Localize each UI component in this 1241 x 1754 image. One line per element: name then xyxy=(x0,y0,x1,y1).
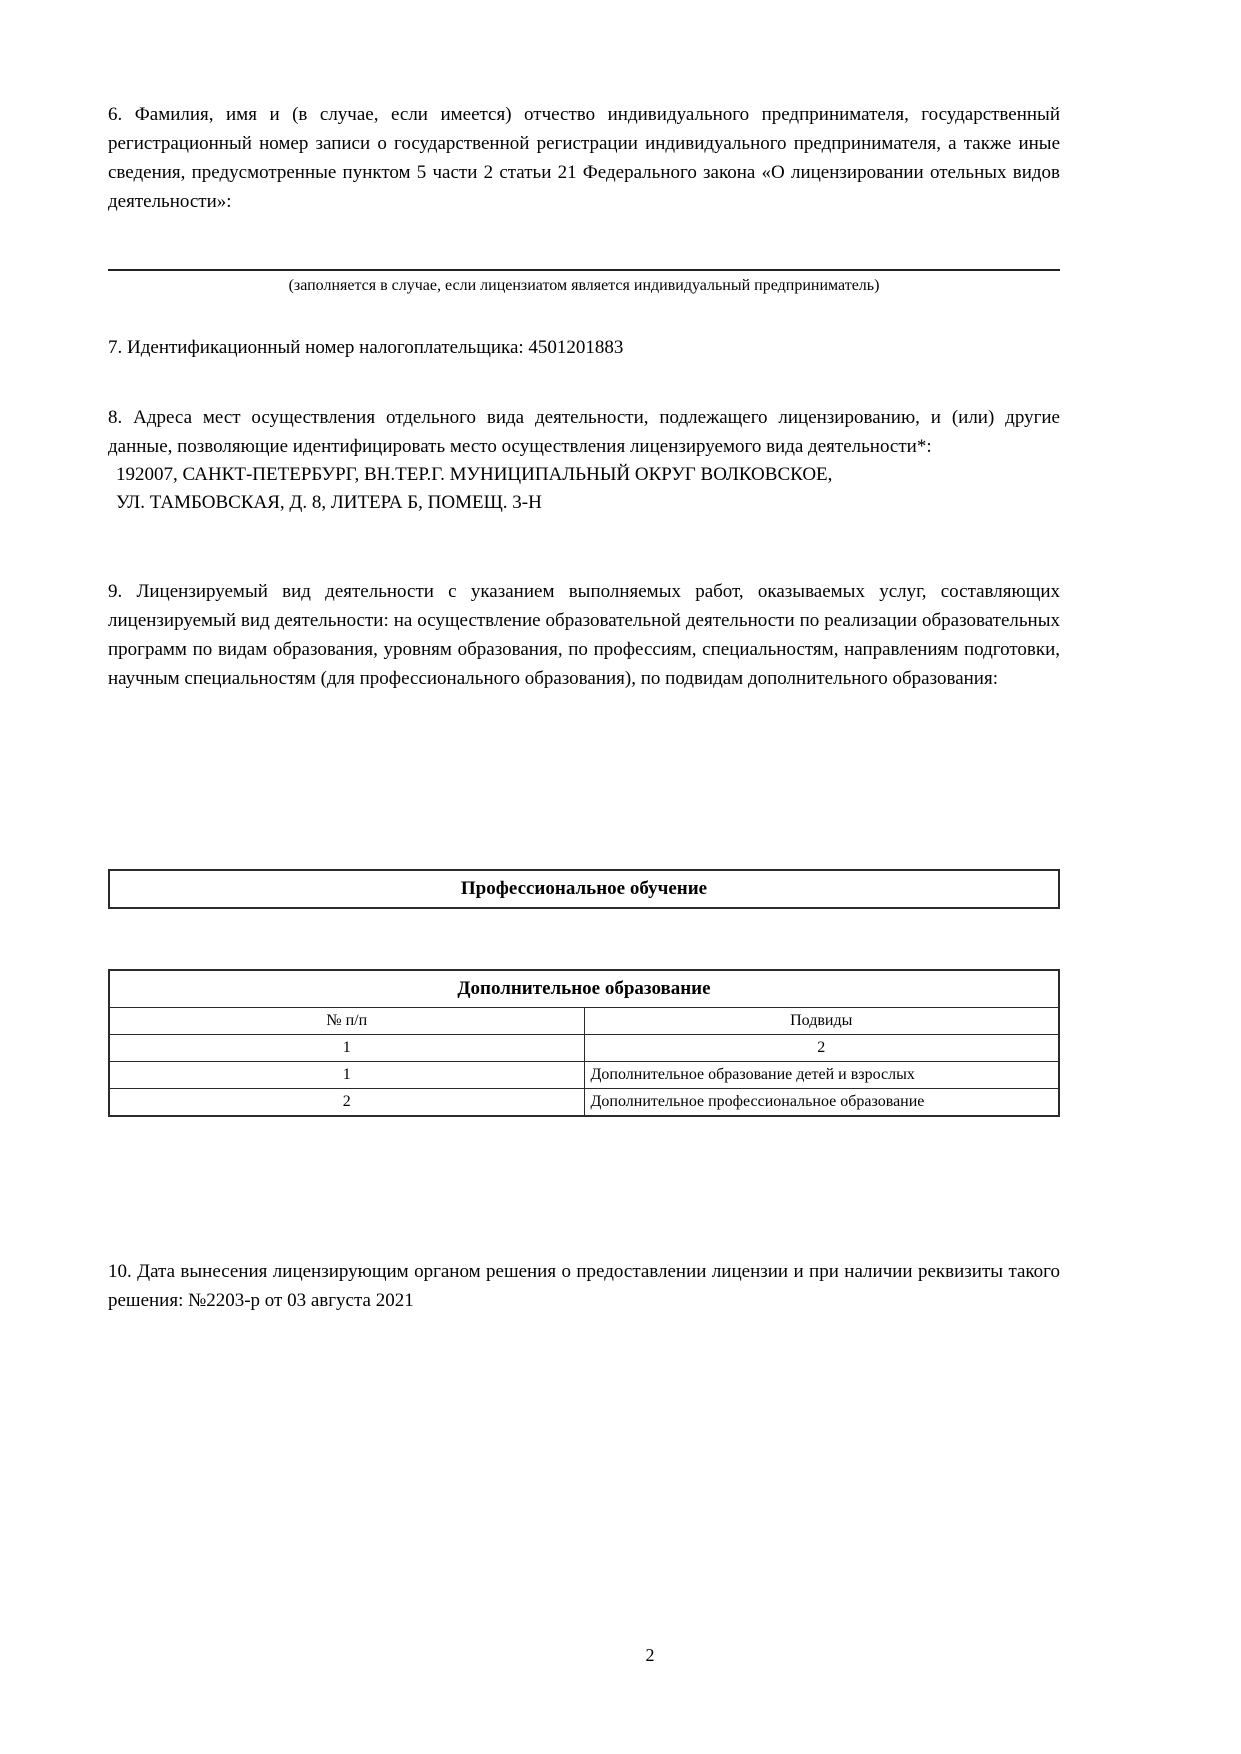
additional-education-table xyxy=(108,969,1060,1117)
professional-training-table xyxy=(108,869,1060,909)
paragraph-10-license-decision: 10. Дата вынесения лицензирующим органом решения о предоставлении лицензии и при наличии реквизиты такого решения: №2203-р от 03 августа 2021 xyxy=(108,1261,1060,1311)
row-number: 1 xyxy=(109,1062,584,1089)
table-column-index-row xyxy=(109,1035,1059,1062)
table-title-row xyxy=(109,970,1059,1008)
column-header-number: № п/п xyxy=(109,1008,584,1035)
table-row xyxy=(109,1062,1059,1089)
paragraph-8-addresses-intro: 8. Адреса мест осуществления отдельного вида деятельности, подлежащего лицензированию, и (или) другие данные, позволяющие идентифицировать место осуществления лицензируемого вида деятельности*: xyxy=(108,407,1060,457)
table-header-row xyxy=(109,1008,1059,1035)
paragraph-6-entrepreneur-info: 6. Фамилия, имя и (в случае, если имеется) отчество индивидуального предпринимателя, государственный регистрационный номер записи о государственной регистрации индивидуального предпринимателя, а также иные сведения, предусмотренные пунктом 5 части 2 статьи 21 Федерального закона «О лицензировании отельных видов деятельности»: xyxy=(108,104,1060,212)
additional-education-title: Дополнительное образование xyxy=(109,970,1059,1008)
professional-training-title: Профессиональное обучение xyxy=(109,870,1059,908)
column-index-1: 1 xyxy=(109,1035,584,1062)
address-line-2: УЛ. ТАМБОВСКАЯ, Д. 8, ЛИТЕРА Б, ПОМЕЩ. 3-Н xyxy=(116,492,542,513)
paragraph-6-footnote: (заполняется в случае, если лицензиатом является индивидуальный предприниматель) xyxy=(288,277,880,294)
table-row xyxy=(109,1089,1059,1117)
address-line-1: 192007, САНКТ-ПЕТЕРБУРГ, ВН.ТЕР.Г. МУНИЦИПАЛЬНЫЙ ОКРУГ ВОЛКОВСКОЕ, xyxy=(116,464,833,485)
paragraph-7-taxpayer-number: 7. Идентификационный номер налогоплательщика: 4501201883 xyxy=(108,337,624,358)
page-number: 2 xyxy=(645,1645,655,1665)
row-subtype-name: Дополнительное образование детей и взрослых xyxy=(584,1062,1059,1089)
column-index-2: 2 xyxy=(584,1035,1059,1062)
fill-in-rule xyxy=(108,269,1060,271)
paragraph-9-licensed-activity: 9. Лицензируемый вид деятельности с указанием выполняемых работ, оказываемых услуг, составляющих лицензируемый вид деятельности: на осуществление образовательной деятельности по реализации образовательных программ по видам образования, уровням образования, по профессиям, специальностям, направлениям подготовки, научным специальностям (для профессионального образования), по подвидам дополнительного образования: xyxy=(108,581,1060,689)
row-subtype-name: Дополнительное профессиональное образование xyxy=(584,1089,1059,1117)
table-row xyxy=(109,870,1059,908)
document-content xyxy=(108,100,1060,1315)
row-number: 2 xyxy=(109,1089,584,1117)
column-header-subtypes: Подвиды xyxy=(584,1008,1059,1035)
